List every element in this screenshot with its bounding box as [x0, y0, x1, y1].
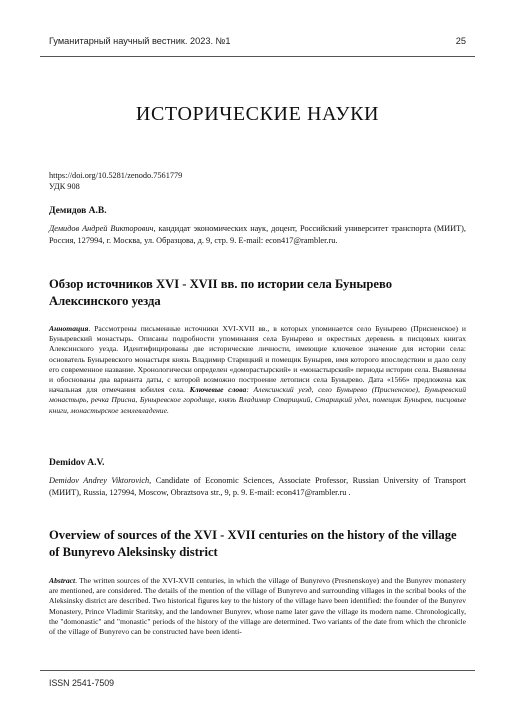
journal-name: Гуманитарный научный вестник. 2023. №1 [49, 36, 231, 46]
article-title-ru: Обзор источников XVI - XVII вв. по истории села Бунырево Алексинского уезда [49, 277, 393, 308]
article-meta [49, 170, 182, 192]
header-rule [40, 56, 475, 57]
author-full-name-ru: Демидов Андрей Викторович [49, 224, 154, 233]
udc-code: УДК 908 [49, 182, 80, 191]
abstract-ru [49, 324, 466, 416]
author-ru: Демидов А.В. [49, 206, 107, 216]
page-number: 25 [455, 36, 466, 46]
footer-rule [40, 670, 475, 671]
abstract-en [49, 576, 466, 637]
author-full-name-en: Demidov Andrey Viktorovich [49, 476, 150, 485]
section-title: ИСТОРИЧЕСКИЕ НАУКИ [135, 103, 380, 125]
article-title-en: Overview of sources of the XVI - XVII centuries on the history of the village of Bunyrevo Aleksinsky district [49, 528, 457, 559]
keywords-text-ru: : Алексинский уезд, село Бунырево (Присненское), Буныревский монастырь, речка Присна, Буныревское городище, князь Владимир Старицкий, Старицкий удел, помещик Бунырев, писцовые книги, монастырское землевладение. [49, 385, 467, 415]
issn-footer: ISSN 2541-7509 [49, 678, 115, 688]
doi-link[interactable]: https://doi.org/10.5281/zenodo.7561779 [49, 171, 183, 180]
abstract-label-ru: Аннотация [49, 324, 89, 333]
abstract-label-en: Abstract [49, 576, 76, 585]
affiliation-details-ru: , кандидат экономических наук, доцент, Российский университет транспорта (МИИТ), Россия, 127994, г. Москва, ул. Образцова, д. 9, стр. 9. E-mail: econ417@rambler.ru. [49, 224, 466, 245]
affiliation-details-en: , Candidate of Economic Sciences, Associate Professor, Russian University of Transport (МИИТ), Russia, 127994, Moscow, Obraztsova str., 9, p. 9. E-mail: econ417@rambler.ru . [49, 476, 466, 497]
keywords-label-ru: Ключевые слова [189, 385, 247, 395]
author-en: Demidov A.V. [49, 458, 105, 468]
affiliation-en [49, 475, 466, 498]
running-header [49, 36, 466, 46]
abstract-text-en: . The written sources of the XVI-XVII centuries, in which the village of Bunyrevo (Presnenskoye) and the Bunyrev monastery are mentioned, are considered. The details of the mention of the village of Bunyrevo and surrounding villages in the scribal books of the Aleksinsky district are described. Two historical figures key to the history of the village have been identified: the founder of the Bunyrev Monastery, Prince Vladimir Staritsky, and the landowner Bunyrev, whose name later gave the village its modern name. Chronologically, the "domonastic" and "monastic" periods of the history of the village are determined. Two variants of the date from which the chronicle of the village of Bunyrevo can be constructed have been identi- [49, 576, 466, 637]
abstract-text-ru: . Рассмотрены письменные источники XVI-XVII вв., в которых упоминается село Бунырево (Присненское) и Буныревский монастырь. Описаны подробности упоминания села Бунырево и окрестных деревень в писцовых книгах Алексинского уезда. Идентифицированы две исторические личности, имеющие ключевое значение для истории села: основатель Буныревского монастыря князь Владимир Старицкий и помещик Бунырев, имя которого впоследствии и дало селу его современное название. Хронологически определен «доморастырский» и «монастырский» периоды истории села. Выявлены и обоснованы два варианта даты, с которой возможно построение летописи села Бунырево. Дата «1566» предложена как начальная для отмечания юбилея села. [49, 324, 466, 395]
affiliation-ru [49, 223, 466, 246]
